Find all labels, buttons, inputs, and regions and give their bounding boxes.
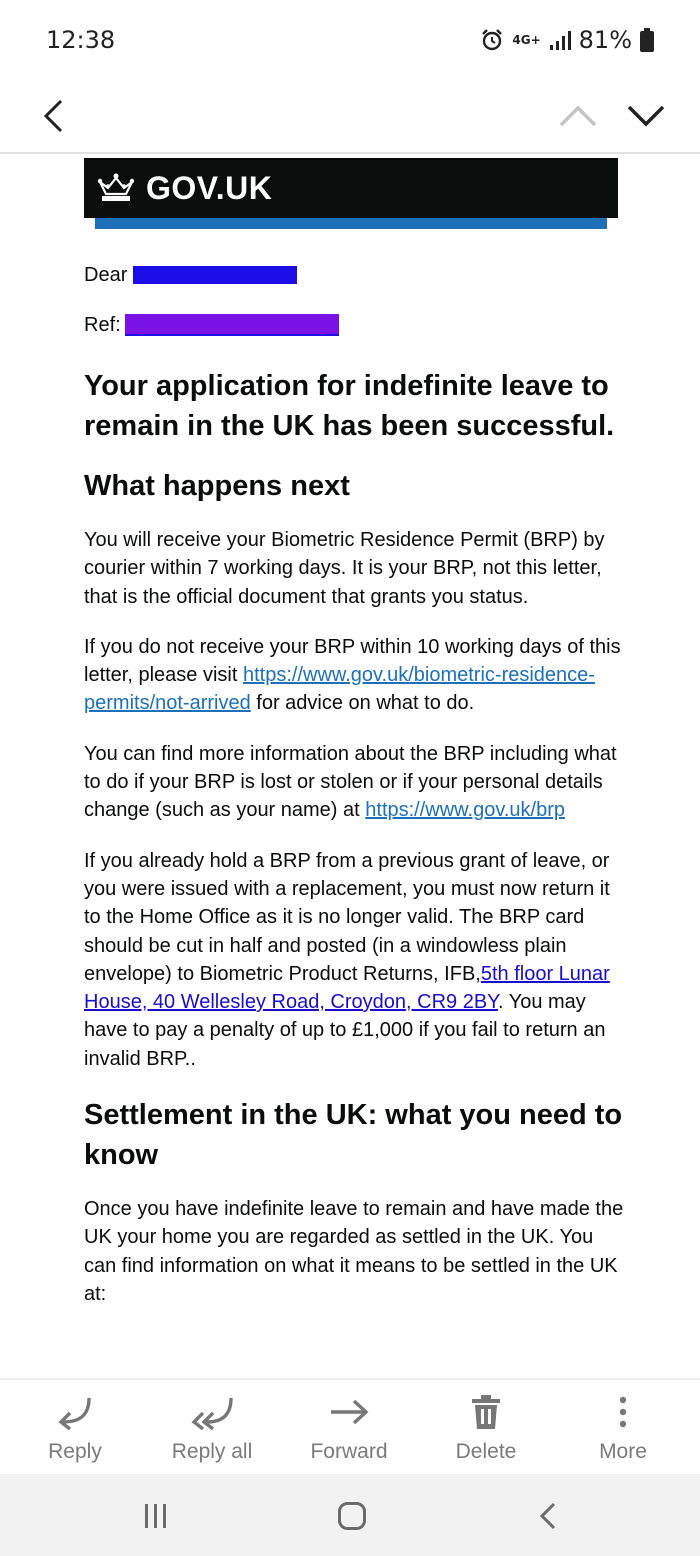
signal-icon (549, 29, 571, 51)
email-content (84, 254, 624, 1308)
chevron-up-icon (559, 104, 597, 128)
address-link[interactable]: 5th floor Lunar House, 40 Wellesley Road, Croydon, CR9 2BY (84, 962, 610, 1014)
reply-label: Reply (48, 1440, 102, 1463)
ref-label: Ref: (84, 313, 121, 336)
status-time: 12:38 (46, 26, 116, 54)
forward-icon (327, 1394, 371, 1430)
section-heading-next-steps: What happens next (84, 470, 350, 502)
paragraph-settlement: Once you have indefinite leave to remain and have made the UK your home you are regarded as settled in the UK. You can find information on what it means to be settled in the UK at: (84, 1198, 624, 1305)
more-label: More (599, 1440, 647, 1463)
system-back-button[interactable] (526, 1494, 570, 1538)
chevron-left-icon (41, 99, 67, 133)
recent-apps-icon (143, 1502, 169, 1530)
dear-label: Dear (84, 263, 128, 286)
reply-icon (53, 1394, 97, 1430)
battery-icon (640, 28, 654, 52)
back-button[interactable] (28, 90, 80, 142)
recent-apps-button[interactable] (134, 1494, 178, 1538)
paragraph-brp-delivery: You will receive your Biometric Residence Permit (BRP) by courier within 7 working days. It is your BRP, not this letter, that is the official document that grants you status. (84, 529, 605, 608)
battery-percent: 81% (578, 26, 632, 54)
gov-uk-logo-text: GOV.UK (146, 169, 273, 206)
reply-all-button[interactable] (152, 1388, 272, 1472)
redacted-name (133, 266, 297, 284)
forward-label: Forward (310, 1440, 388, 1463)
trash-icon (468, 1394, 504, 1430)
chevron-down-icon (627, 104, 665, 128)
next-email-button[interactable] (620, 90, 672, 142)
paragraph-brp-info (84, 740, 624, 825)
reply-all-icon (187, 1394, 237, 1430)
forward-button[interactable] (289, 1388, 409, 1472)
system-nav-bar (0, 1474, 700, 1556)
previous-email-button[interactable] (552, 90, 604, 142)
reference-line (84, 310, 624, 340)
home-icon (337, 1501, 367, 1531)
gov-uk-header (84, 158, 618, 218)
status-icons (480, 26, 654, 54)
delete-label: Delete (455, 1440, 517, 1463)
reply-all-label: Reply all (171, 1440, 253, 1463)
not-arrived-link[interactable]: https://www.gov.uk/biometric-residence-permits/not-arrived (84, 664, 595, 715)
email-body[interactable] (0, 154, 700, 1378)
gov-blue-stripe (95, 218, 607, 229)
home-button[interactable] (330, 1494, 374, 1538)
paragraph-brp-return (84, 847, 624, 1073)
paragraph-text: . You may have to pay a penalty of up to £1,000 if you fail to return an invalid BRP.. (84, 991, 606, 1070)
paragraph-text: If you already hold a BRP from a previous grant of leave, or you were issued with a replacement, you must now return it to the Home Office as it is no longer valid. The BRP card should be cut in half and posted (in a windowless plain envelope) to Biometric Product Returns, IFB, (84, 849, 610, 985)
section-heading-settlement: Settlement in the UK: what you need to know (84, 1099, 623, 1172)
email-toolbar (0, 80, 700, 154)
paragraph-text: If you do not receive your BRP within 10 working days of this letter, please visit (84, 635, 621, 687)
greeting (84, 260, 624, 290)
delete-button[interactable] (426, 1388, 546, 1472)
status-bar (0, 0, 700, 80)
paragraph-brp-not-received (84, 633, 624, 718)
network-type: 4G+ (512, 33, 541, 47)
back-icon (538, 1501, 558, 1531)
more-button[interactable] (563, 1388, 683, 1472)
reply-button[interactable] (15, 1388, 135, 1472)
paragraph-text: You can find more information about the BRP including what to do if your BRP is lost or stolen or if your personal details change (such as your name) at (84, 742, 617, 822)
redacted-reference (125, 314, 339, 336)
paragraph-text: for advice on what to do. (250, 692, 475, 715)
more-vertical-icon (617, 1394, 629, 1430)
email-action-bar (0, 1378, 700, 1476)
alarm-icon (480, 28, 504, 52)
email-title: Your application for indefinite leave to remain in the UK has been successful. (84, 370, 615, 442)
crown-icon (96, 172, 136, 204)
brp-info-link[interactable]: https://www.gov.uk/brp (365, 799, 565, 822)
